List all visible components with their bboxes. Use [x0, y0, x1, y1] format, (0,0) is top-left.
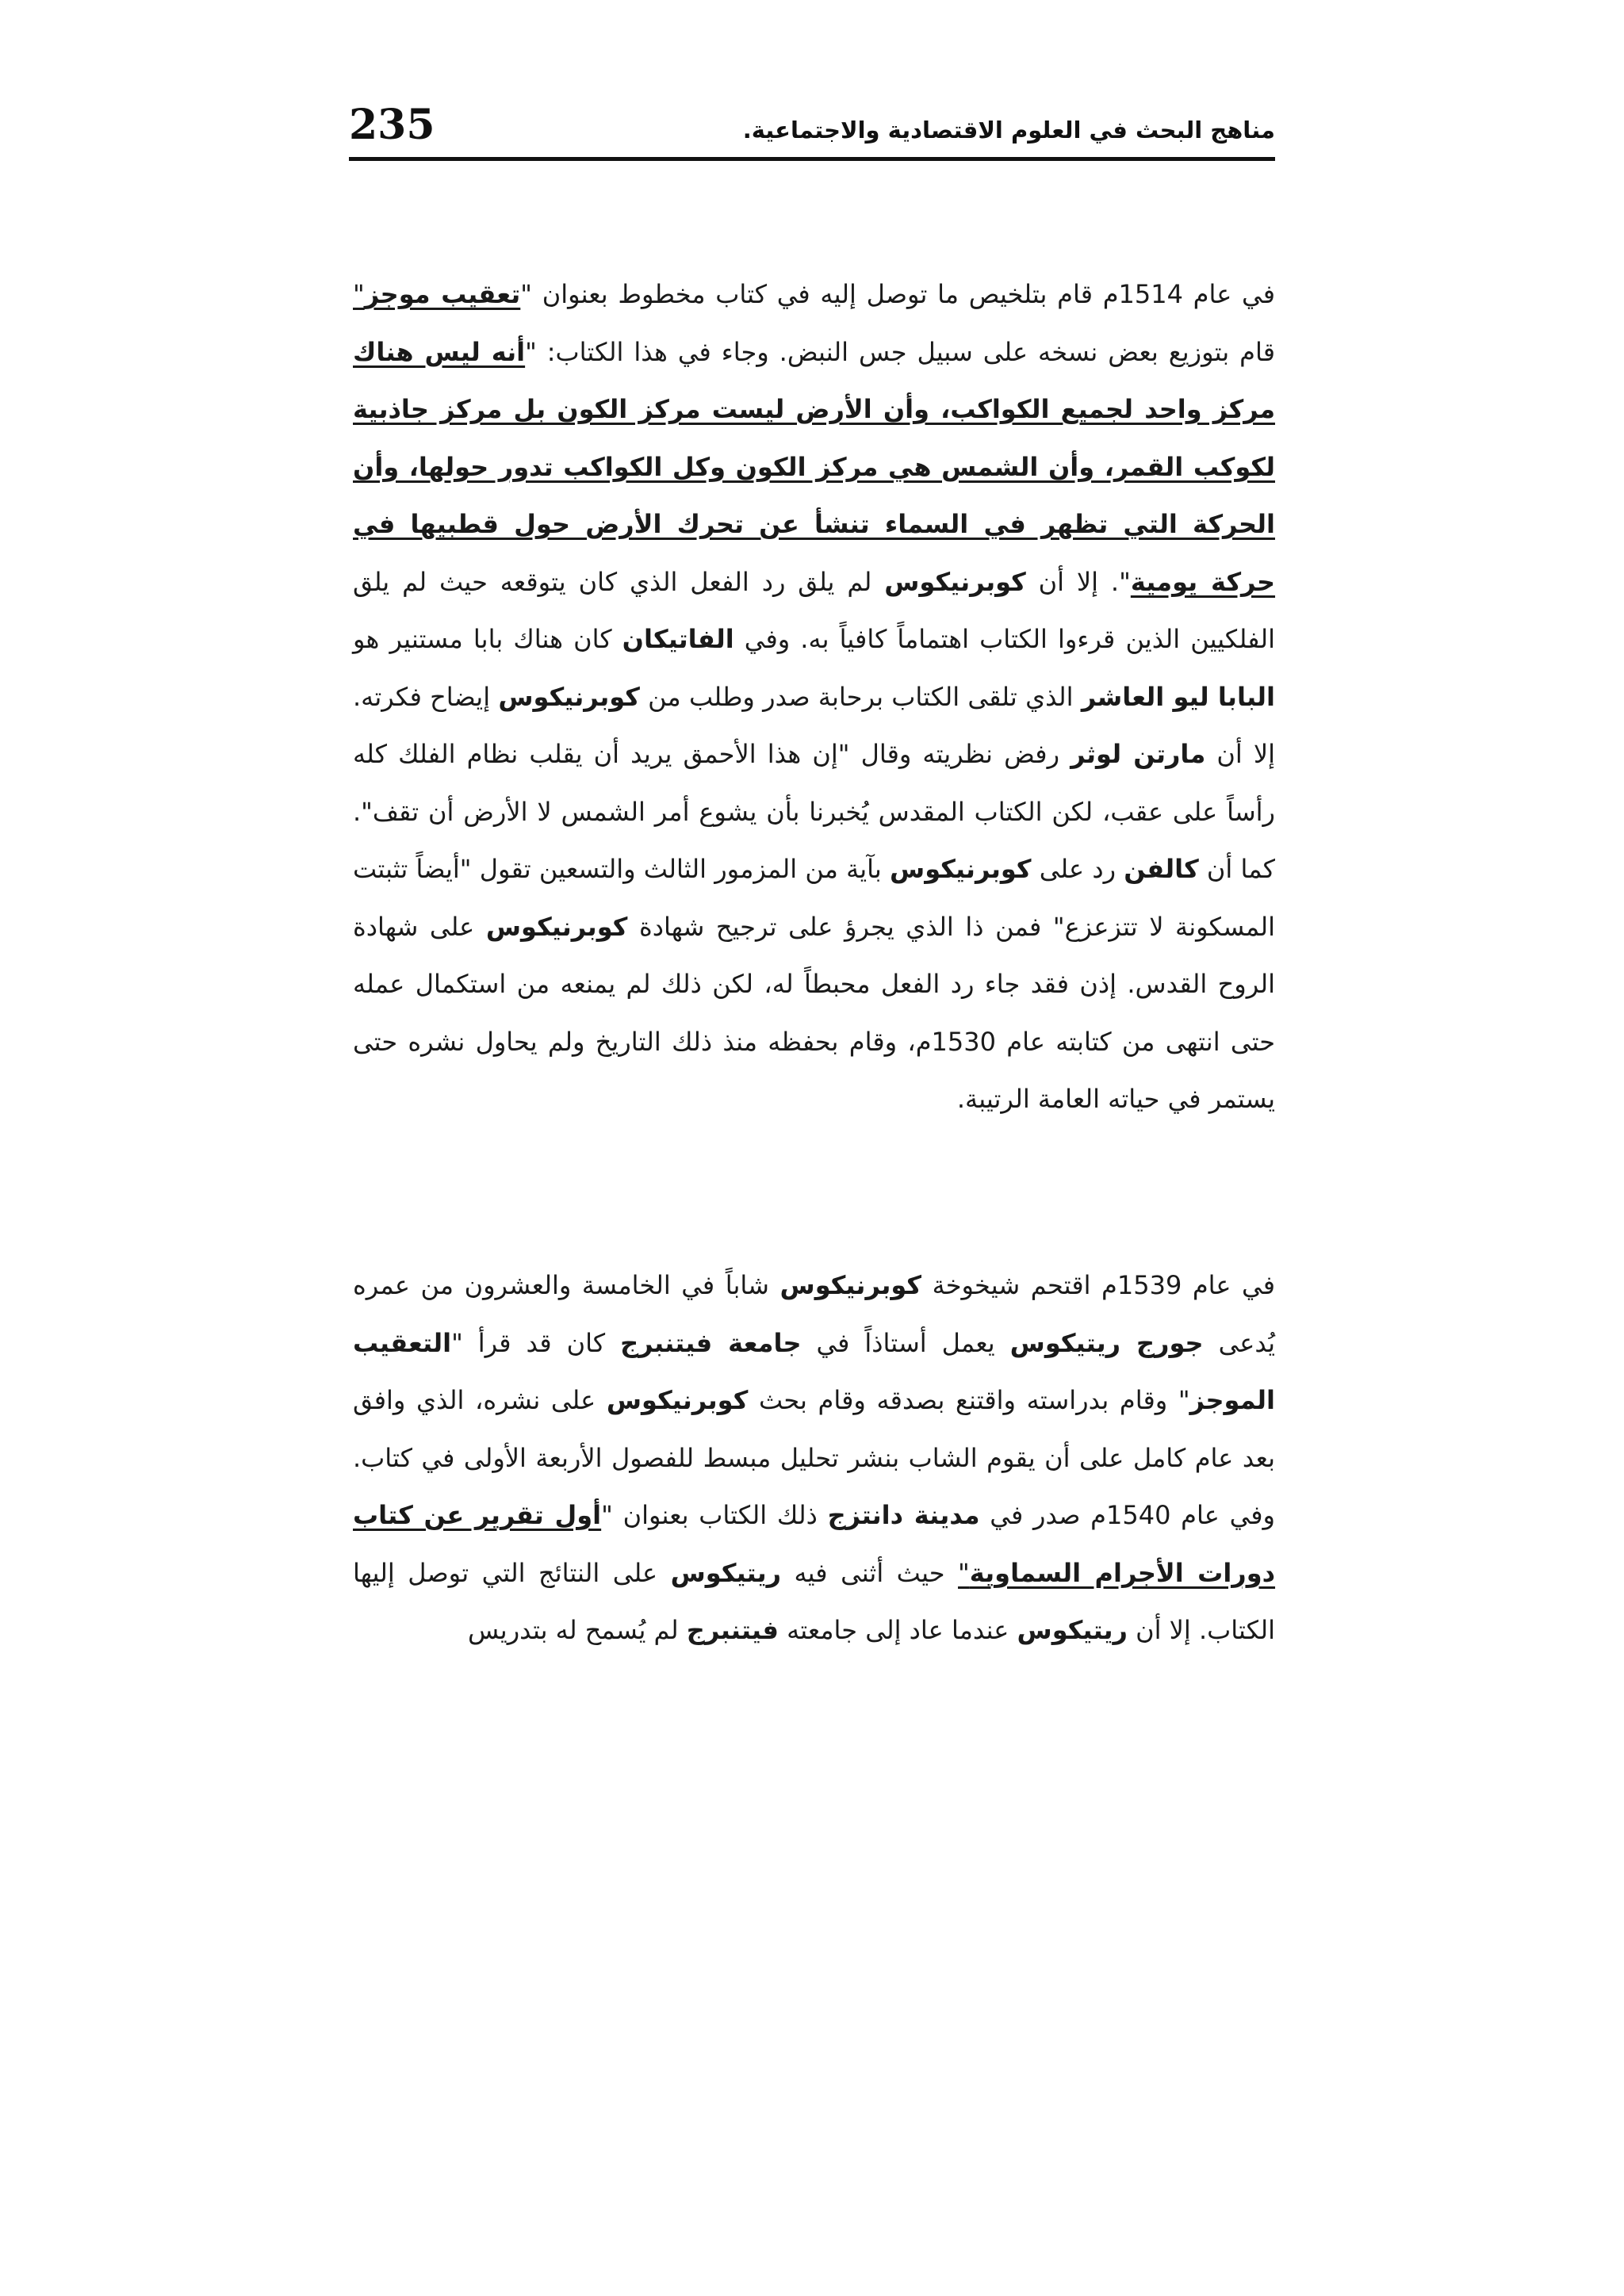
paragraph2-run: " وقام بدراسته واقتنع بصدقه وقام بحث: [748, 1385, 1190, 1415]
paragraph1-run: البابا ليو العاشر: [1081, 681, 1275, 712]
paragraph2-run: فيتنبرج: [686, 1615, 779, 1645]
paragraph2-run: ذلك الكتاب بعنوان ": [601, 1500, 828, 1530]
paragraph2-run: حيث أثنى فيه: [781, 1557, 959, 1588]
paragraph-1: [353, 266, 1275, 1128]
paragraph2-run: شاباً في الخامسة والعشرون من عمره يُدعى: [353, 1270, 1276, 1358]
paragraph1-run: قام بتوزيع بعض نسخه على سبيل جس النبض. وجاء في هذا الكتاب: ": [525, 336, 1276, 367]
paragraph1-run: رد على: [1031, 854, 1124, 884]
paragraph1-run: رفض نظريته وقال "إن هذا الأحمق يريد أن يقلب نظام الفلك كله رأساً على عقب، لكن الكتاب المقدس يُخبرنا بأن يشوع أمر الشمس لا الأرض أن تقف". كما أن: [353, 739, 1276, 884]
paragraph2-run: مدينة دانتزج: [827, 1500, 980, 1530]
paragraph1-run: ": [353, 279, 365, 309]
paragraph1-run: الذي تلقى الكتاب برحابة صدر وطلب من: [639, 681, 1082, 712]
paragraph2-run: في عام 1539م اقتحم شيخوخة: [921, 1270, 1276, 1300]
paragraph1-run: تعقيب موجز: [364, 279, 521, 309]
paragraph1-run: على شهادة الروح القدس. إذن فقد جاء رد الفعل محبطاً له، لكن ذلك لم يمنعه من استكمال عمله حتى انتهى من كتابته عام 1530م، وقام بحفظه منذ ذلك التاريخ ولم يحاول نشره حتى يستمر في حياته العامة الرتيبة.: [353, 911, 1276, 1114]
paragraph2-run: على النتائج التي توصل إليها الكتاب. إلا أن: [353, 1557, 1275, 1645]
paragraph2-run: كان قد قرأ ": [451, 1327, 621, 1358]
paragraph2-run: ": [958, 1557, 970, 1588]
page-number: 235: [349, 101, 435, 149]
paragraph1-run: كوبرنيكوس: [890, 854, 1032, 884]
paragraph1-run: إيضاح فكرته. إلا أن: [353, 681, 1276, 769]
header-rule: [349, 157, 1275, 161]
paragraph1-run: أنه ليس هناك مركز واحد لجميع الكواكب، وأن الأرض ليست مركز الكون بل مركز جاذبية لكوكب القمر، وأن الشمس هي مركز الكون وكل الكواكب تدور حولها، وأن الحركة التي تظهر في السماء تنشأ عن تحرك الأرض حول قطبيها في حركة يومية: [353, 336, 1276, 597]
running-title: مناهج البحث في العلوم الاقتصادية والاجتماعية.: [742, 117, 1275, 144]
paragraph2-run: جورج ريتيكوس: [1009, 1327, 1204, 1358]
paragraph1-run: مارتن لوثر: [1071, 739, 1206, 769]
paragraph2-run: أول تقرير عن كتاب دورات الأجرام السماوية: [353, 1500, 1276, 1588]
paragraph1-run: كوبرنيكوس: [498, 681, 640, 712]
paragraph2-run: ريتيكوس: [670, 1557, 782, 1588]
paragraph1-run: كوبرنيكوس: [485, 911, 628, 942]
paragraph1-run: كوبرنيكوس: [884, 566, 1026, 597]
paragraph1-run: في عام 1514م قام بتلخيص ما توصل إليه في كتاب مخطوط بعنوان ": [520, 279, 1276, 309]
paragraph2-run: كوبرنيكوس: [606, 1385, 749, 1415]
paragraph2-run: جامعة فيتنبرج: [620, 1327, 802, 1358]
paragraph2-run: على نشره، الذي وافق بعد عام كامل على أن يقوم الشاب بنشر تحليل مبسط للفصول الأربعة الأولى في كتاب. وفي عام 1540م صدر في: [353, 1385, 1276, 1530]
paragraph2-run: التعقيب الموجز: [353, 1327, 1276, 1415]
paragraph2-run: لم يُسمح له بتدريس: [467, 1615, 687, 1645]
paragraph2-run: عندما عاد إلى جامعته: [778, 1615, 1017, 1645]
paragraph1-run: لم يلق رد الفعل الذي كان يتوقعه حيث لم يلق الفلكيين الذين قرءوا الكتاب اهتماماً كافياً به. وفي: [353, 566, 1275, 654]
paragraph2-run: كوبرنيكوس: [779, 1270, 922, 1300]
paragraph2-run: يعمل أستاذاً في: [801, 1327, 1010, 1358]
paragraph1-run: الفاتيكان: [622, 624, 734, 654]
paragraph1-run: ". إلا أن: [1025, 566, 1131, 597]
paragraph-2: [353, 1257, 1275, 1659]
paragraph1-run: كالفن: [1124, 854, 1199, 884]
paragraph2-run: ريتيكوس: [1017, 1615, 1128, 1645]
paragraph1-run: بآية من المزمور الثالث والتسعين تقول "أيضاً تثبتت المسكونة لا تتزعزع" فمن ذا الذي يجرؤ على ترجيح شهادة: [353, 854, 1275, 942]
paragraph1-run: كان هناك بابا مستنير هو: [353, 624, 622, 654]
page-header: [349, 101, 1275, 159]
